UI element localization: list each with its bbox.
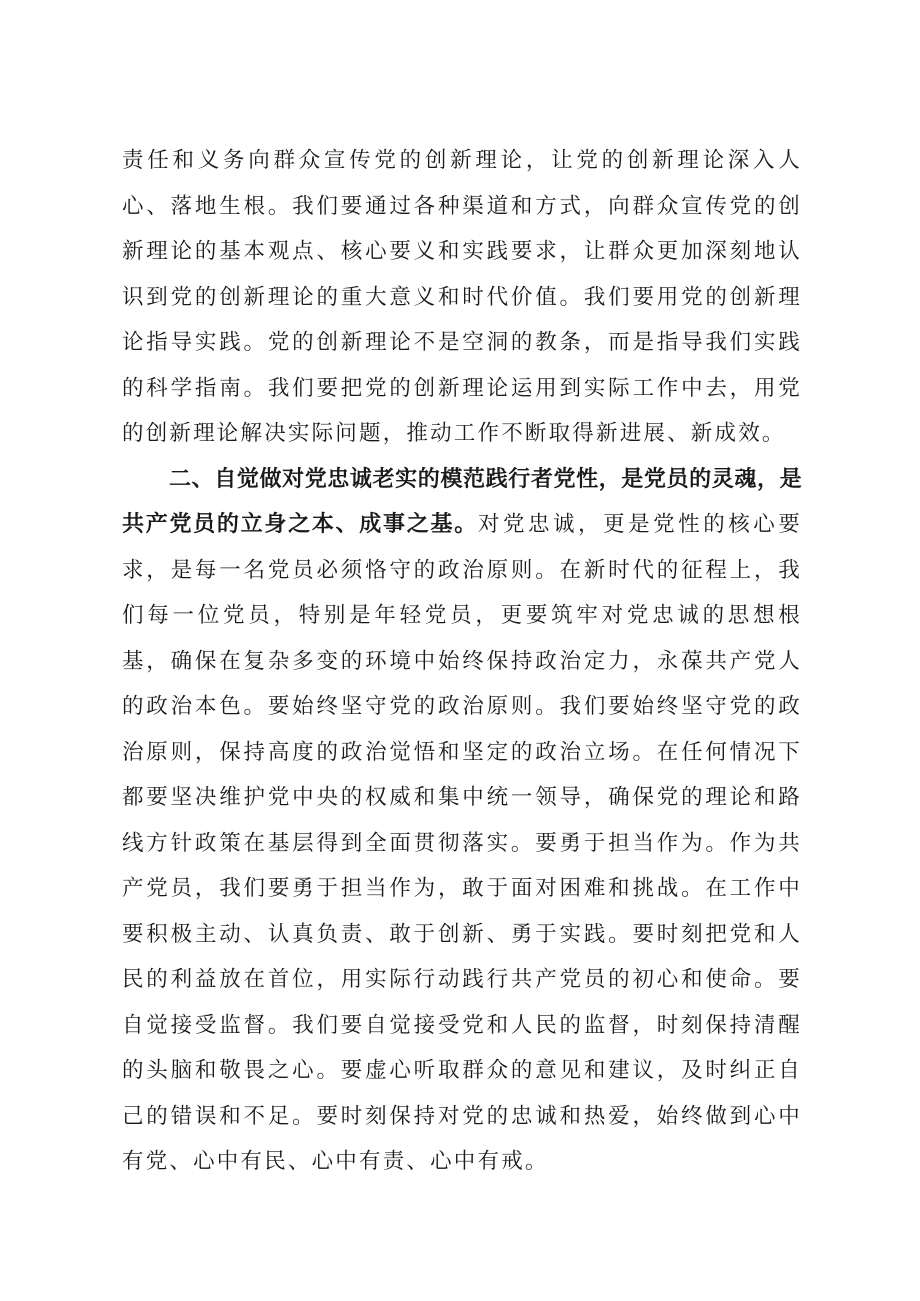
- document-body: [122, 138, 802, 1185]
- section-body: 对党忠诚，更是党性的核心要求，是每一名党员必须恪守的政治原则。在新时代的征程上，我们每一位党员，特别是年轻党员，更要筑牢对党忠诚的思想根基，确保在复杂多变的环境中始终保持政治定力，永葆共产党人的政治本色。要始终坚守党的政治原则。我们要始终坚守党的政治原则，保持高度的政治觉悟和坚定的政治立场。在任何情况下都要坚决维护党中央的权威和集中统一领导，确保党的理论和路线方针政策在基层得到全面贯彻落实。要勇于担当作为。作为共产党员，我们要勇于担当作为，敢于面对困难和挑战。在工作中要积极主动、认真负责、敢于创新、勇于实践。要时刻把党和人民的利益放在首位，用实际行动践行共产党员的初心和使命。要自觉接受监督。我们要自觉接受党和人民的监督，时刻保持清醒的头脑和敬畏之心。要虚心听取群众的意见和建议，及时纠正自己的错误和不足。要时刻保持对党的忠诚和热爱，始终做到心中有党、心中有民、心中有责、心中有戒。: [122, 512, 802, 1174]
- paragraph-section-two: [122, 457, 802, 1185]
- section-heading: 二、自觉做对党忠诚老实的模范践行者党性，是党员的灵魂，是共产党员的立身之本、成事之基。: [122, 466, 802, 537]
- paragraph-continued: 责任和义务向群众宣传党的创新理论，让党的创新理论深入人心、落地生根。我们要通过各种渠道和方式，向群众宣传党的创新理论的基本观点、核心要义和实践要求，让群众更加深刻地认识到党的创新理论的重大意义和时代价值。我们要用党的创新理论指导实践。党的创新理论不是空洞的教条，而是指导我们实践的科学指南。我们要把党的创新理论运用到实际工作中去，用党的创新理论解决实际问题，推动工作不断取得新进展、新成效。: [122, 148, 802, 446]
